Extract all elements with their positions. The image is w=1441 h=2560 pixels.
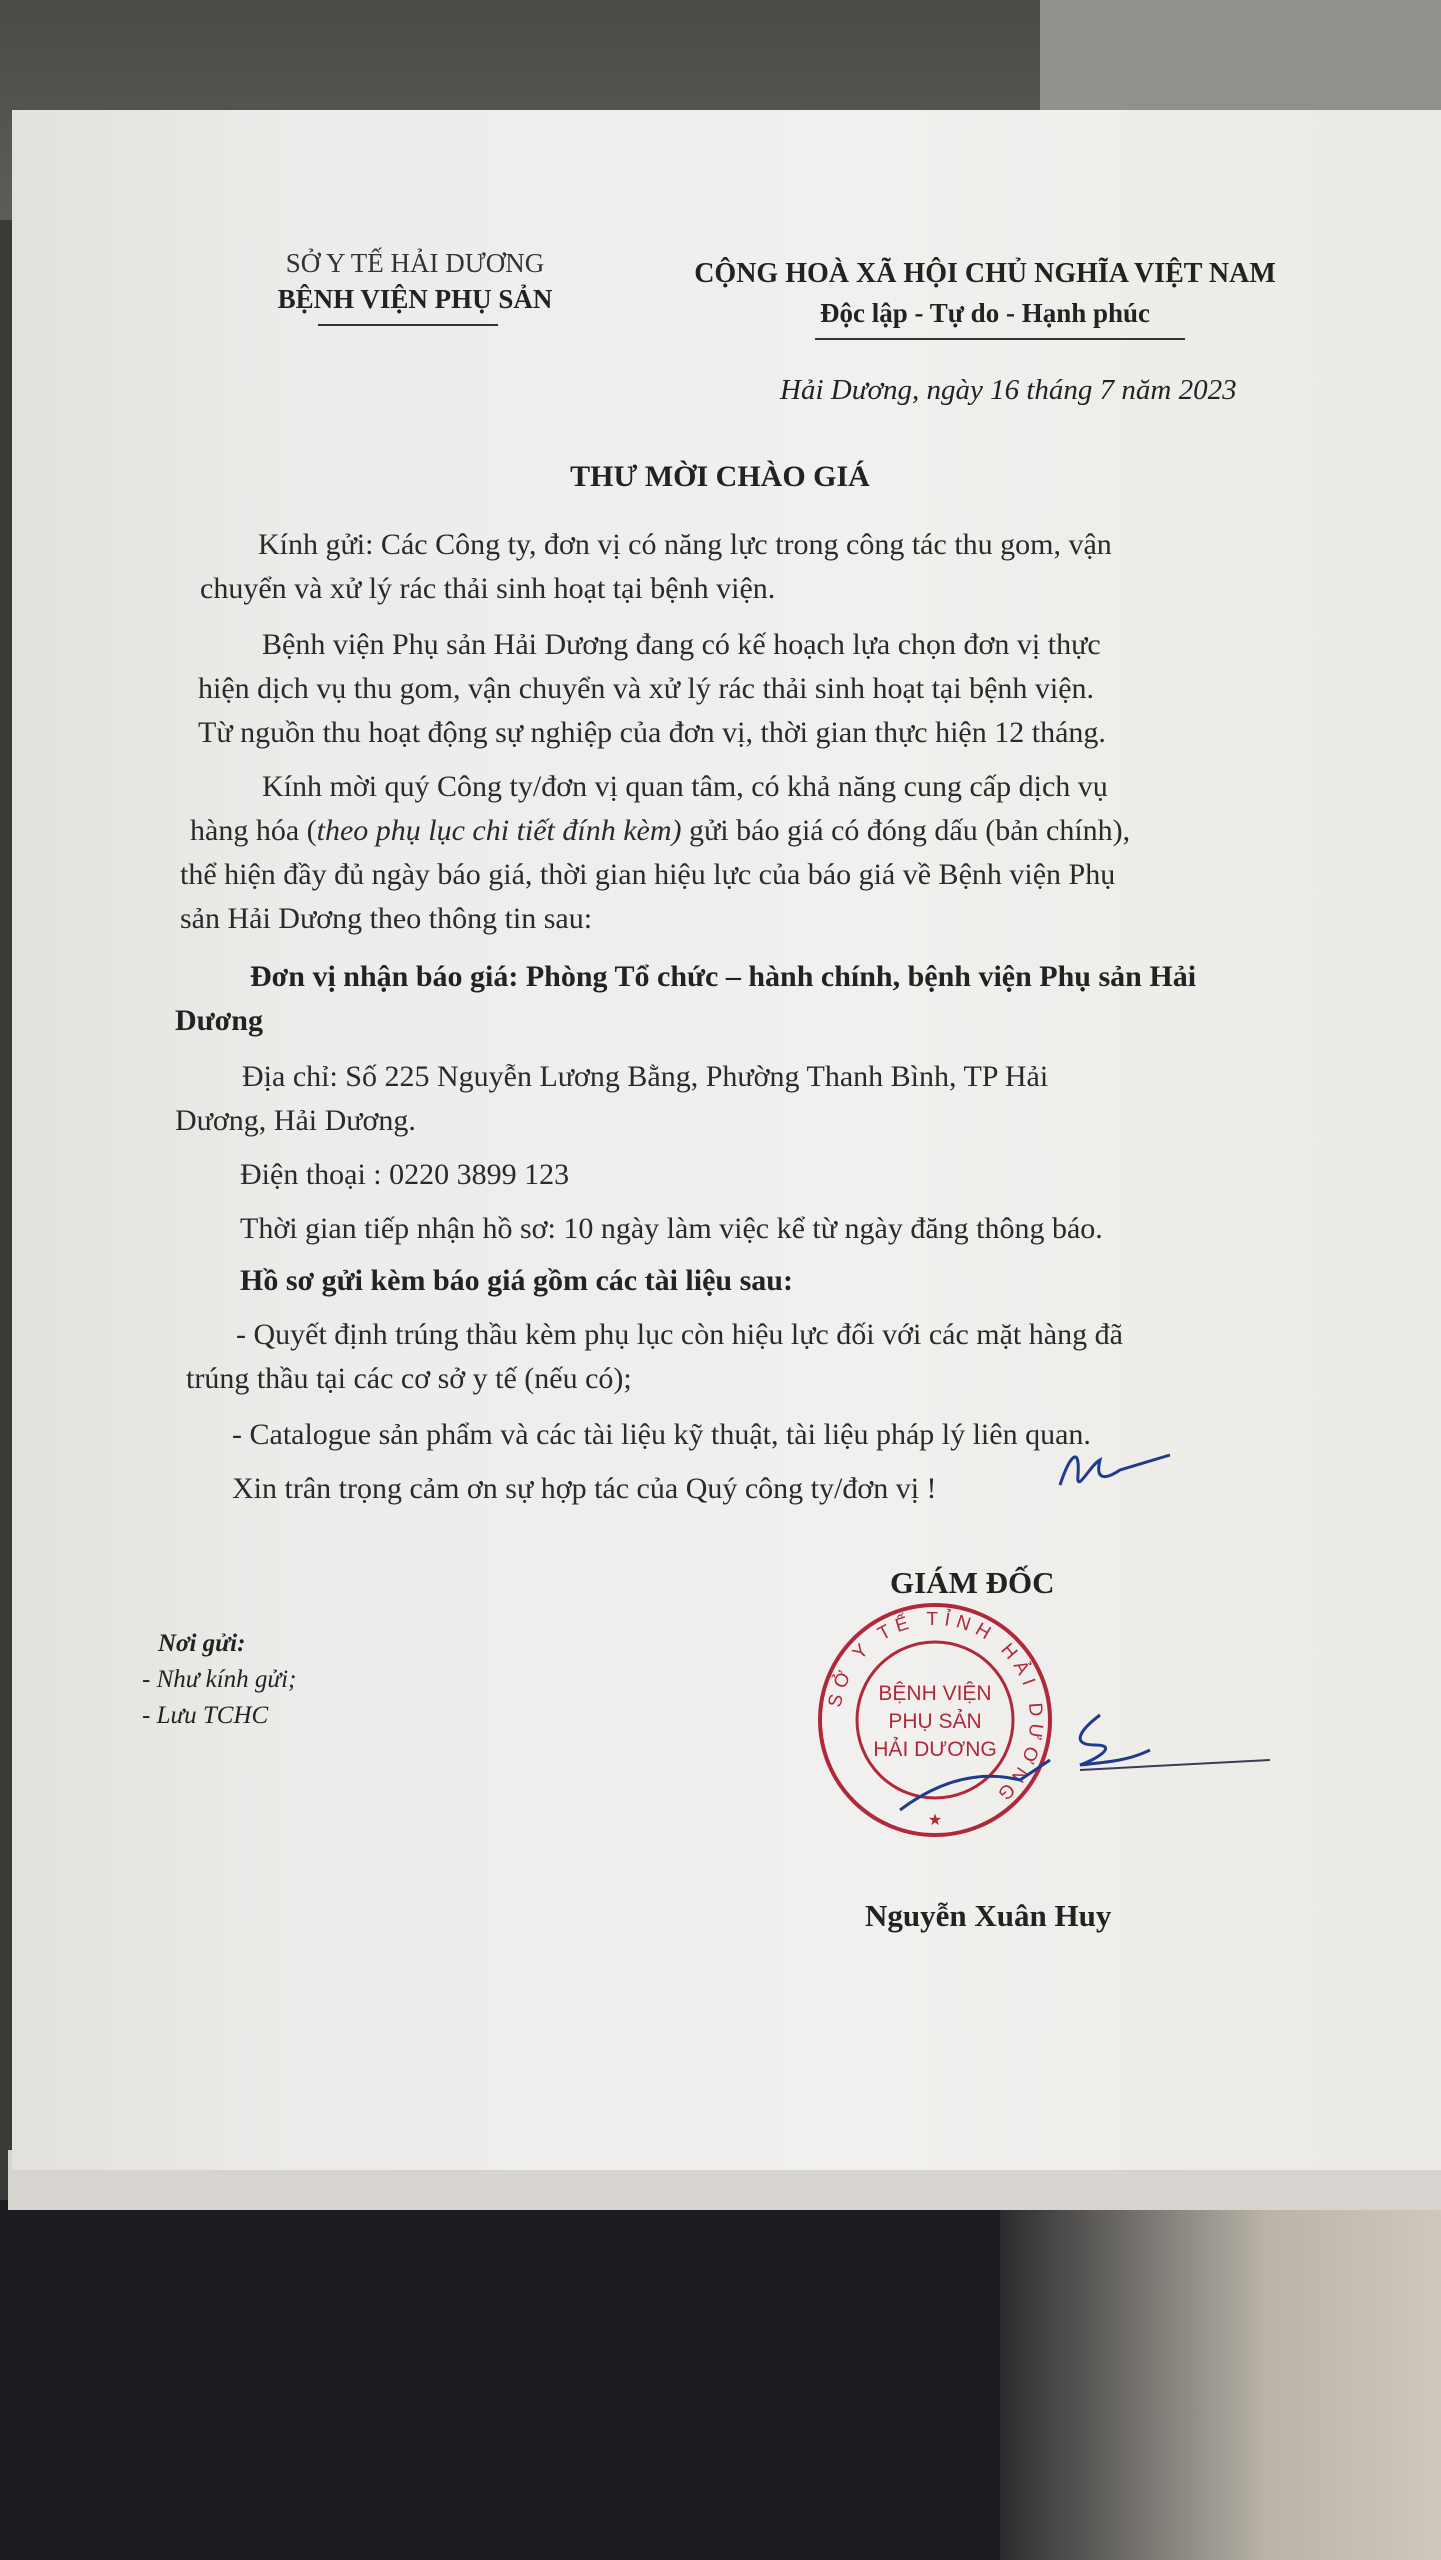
para2-line-1: Kính mời quý Công ty/đơn vị quan tâm, có khả năng cung cấp dịch vụ (262, 770, 1108, 803)
receiver-line-1: Đơn vị nhận báo giá: Phòng Tổ chức – hành chính, bệnh viện Phụ sản Hải (250, 960, 1197, 993)
receive-time-line: Thời gian tiếp nhận hồ sơ: 10 ngày làm việc kể từ ngày đăng thông báo. (240, 1212, 1103, 1245)
document-page (12, 110, 1441, 2170)
background-light-area (1000, 2200, 1441, 2560)
address-line-1: Địa chỉ: Số 225 Nguyễn Lương Bằng, Phường Thanh Bình, TP Hải (242, 1060, 1049, 1093)
para2-line-3: thể hiện đầy đủ ngày báo giá, thời gian hiệu lực của báo giá về Bệnh viện Phụ (180, 858, 1116, 891)
stamp-line-2: PHỤ SẢN (888, 1710, 982, 1733)
svg-text:★: ★ (927, 1812, 943, 1829)
closing-line: Xin trân trọng cảm ơn sự hợp tác của Quý công ty/đơn vị ! (232, 1472, 937, 1505)
document-title: THƯ MỜI CHÀO GIÁ (570, 460, 870, 493)
receiver-line-2: Dương (175, 1004, 263, 1037)
para1-line-1: Bệnh viện Phụ sản Hải Dương đang có kế hoạch lựa chọn đơn vị thực (262, 628, 1101, 661)
phone-line: Điện thoại : 0220 3899 123 (240, 1158, 570, 1191)
docs-item-1-cont: trúng thầu tại các cơ sở y tế (nếu có); (186, 1362, 632, 1395)
greeting-line-2: chuyển và xử lý rác thải sinh hoạt tại bệnh viện. (200, 572, 776, 605)
docs-item-2: - Catalogue sản phẩm và các tài liệu kỹ thuật, tài liệu pháp lý liên quan. (232, 1418, 1091, 1451)
header-right-underline (815, 338, 1185, 340)
docs-heading: Hồ sơ gửi kèm báo giá gồm các tài liệu sau: (240, 1264, 793, 1297)
para1-line-2: hiện dịch vụ thu gom, vận chuyển và xử lý rác thải sinh hoạt tại bệnh viện. (198, 672, 1095, 705)
para2-line-2: hàng hóa (theo phụ lục chi tiết đính kèm) gửi báo giá có đóng dấu (bản chính), (190, 814, 1131, 847)
director-signature (880, 1690, 1280, 1830)
date-line: Hải Dương, ngày 16 tháng 7 năm 2023 (780, 374, 1237, 406)
docs-item-1: - Quyết định trúng thầu kèm phụ lục còn hiệu lực đối với các mặt hàng đã (236, 1318, 1123, 1351)
stamp-line-1: BỆNH VIỆN (878, 1682, 992, 1705)
greeting-line-1: Kính gửi: Các Công ty, đơn vị có năng lực trong công tác thu gom, vận (258, 528, 1112, 561)
signer-title: GIÁM ĐỐC (890, 1565, 1055, 1600)
recipients-heading: Nơi gửi: (158, 1630, 246, 1657)
recipient-item-1: - Như kính gửi; (142, 1666, 297, 1693)
initial-signature (1050, 1425, 1180, 1505)
national-motto: Độc lập - Tự do - Hạnh phúc (819, 298, 1151, 328)
agency-name: SỞ Y TẾ HẢI DƯƠNG (285, 248, 545, 278)
hospital-name: BỆNH VIỆN PHỤ SẢN (277, 284, 553, 314)
header-left-underline (318, 324, 498, 326)
para1-line-3: Từ nguồn thu hoạt động sự nghiệp của đơn vị, thời gian thực hiện 12 tháng. (198, 716, 1106, 749)
stamp-ring-text: SỞ Y TẾ TỈNH HẢI DƯƠNG (824, 1608, 1047, 1808)
signer-name: Nguyễn Xuân Huy (865, 1898, 1112, 1933)
national-title: CỘNG HOÀ XÃ HỘI CHỦ NGHĨA VIỆT NAM (694, 258, 1276, 289)
stamp-line-3: HẢI DƯƠNG (873, 1738, 997, 1761)
para2-line-4: sản Hải Dương theo thông tin sau: (180, 902, 593, 935)
address-line-2: Dương, Hải Dương. (175, 1104, 416, 1137)
recipient-item-2: - Lưu TCHC (142, 1702, 269, 1729)
